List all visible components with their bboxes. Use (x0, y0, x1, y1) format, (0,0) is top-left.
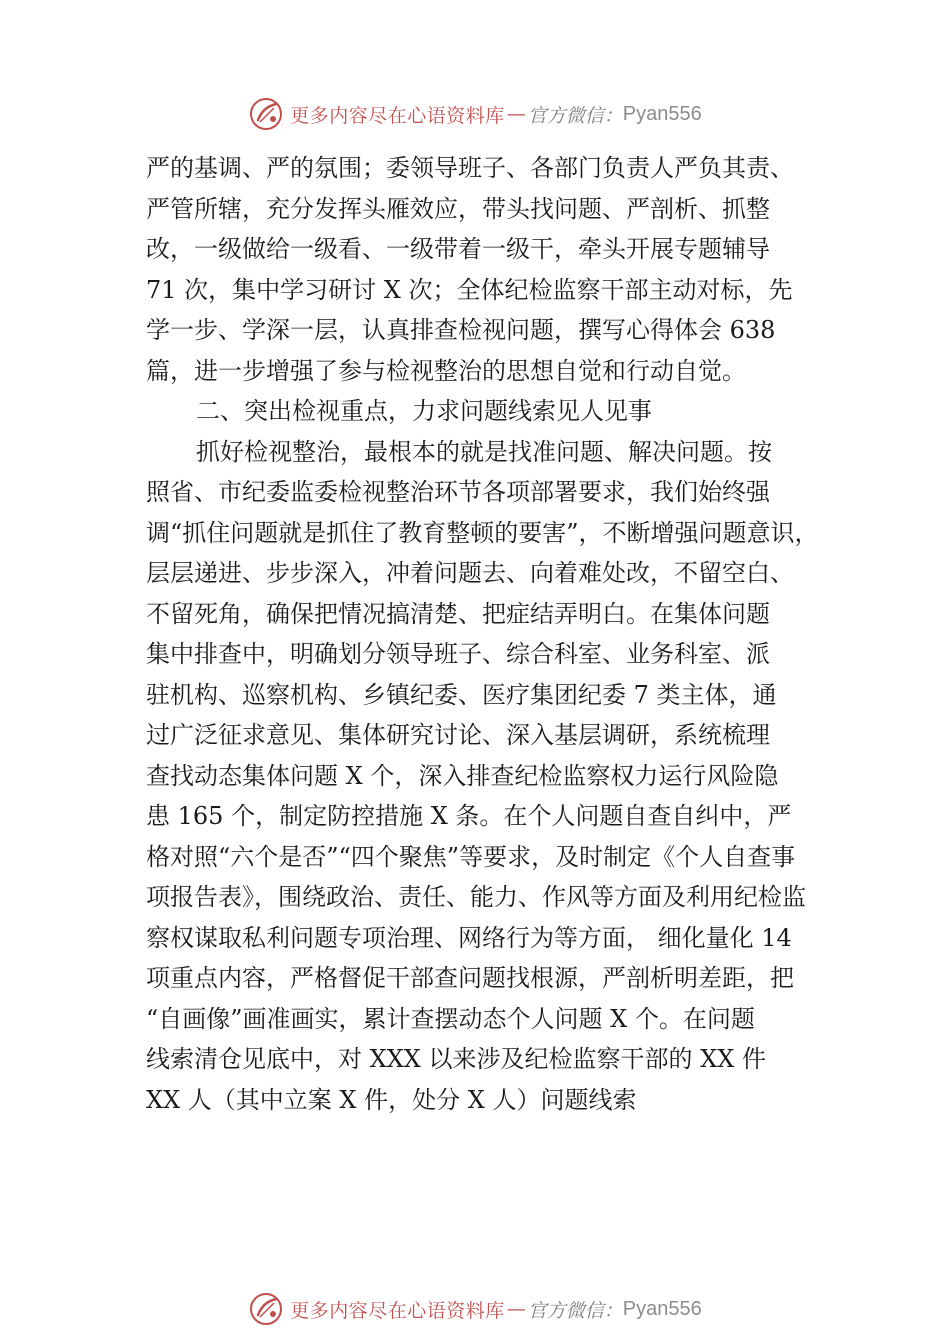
text-line: 驻机构、巡察机构、乡镇纪委、医疗集团纪委 7 类主体，通 (146, 680, 777, 709)
text-line: 集中排查中，明确划分领导班子、综合科室、业务科室、派 (146, 640, 770, 668)
text-line: 过广泛征求意见、集体研究讨论、深入基层调研，系统梳理 (146, 721, 770, 749)
watermark-brand: 更多内容尽在心语资料库 (290, 1299, 505, 1322)
text-line: 调“抓住问题就是抓住了教育整顿的要害”，不断增强问题意识， (146, 518, 819, 547)
text-line: 查找动态集体问题 X 个，深入排查纪检监察权力运行风险隐 (146, 761, 779, 790)
text-line: 察权谋取私利问题专项治理、网络行为等方面， 细化量化 14 (146, 923, 792, 952)
text-line: 层层递进、步步深入，冲着问题去、向着难处改，不留空白、 (146, 559, 794, 587)
footer-watermark (0, 1289, 950, 1329)
brand-logo-icon (248, 96, 284, 132)
header-watermark (0, 94, 950, 134)
text-line: “自画像”画准画实，累计查摆动态个人问题 X 个。在问题 (146, 1004, 755, 1033)
document-body (146, 148, 826, 1120)
text-line: 项报告表》，围绕政治、责任、能力、作风等方面及利用纪检监 (146, 883, 806, 911)
text-line: 改，一级做给一级看、一级带着一级干，牵头开展专题辅导 (146, 235, 770, 263)
brand-logo-icon (248, 1291, 284, 1327)
text-line: 项重点内容，严格督促干部查问题找根源，严剖析明差距，把 (146, 964, 794, 992)
text-line: 不留死角，确保把情况搞清楚、把症结弄明白。在集体问题 (146, 599, 770, 628)
watermark-brand: 更多内容尽在心语资料库 (290, 104, 505, 127)
text-line: 照省、市纪委监委检视整治环节各项部署要求，我们始终强 (146, 478, 770, 506)
text-line: 学一步、学深一层，认真排查检视问题，撰写心得体会 638 (146, 316, 776, 344)
text-line: 严管所辖，充分发挥头雁效应，带头找问题、严剖析、抓整 (146, 194, 770, 223)
watermark-id: Pyan556 (622, 102, 702, 125)
section-heading: 二、突出检视重点，力求问题线索见人见事 (196, 397, 652, 425)
text-line: 71 次，集中学习研讨 X 次；全体纪检监察干部主动对标，先 (146, 275, 793, 304)
watermark-dash: — (506, 103, 526, 125)
watermark-dash: — (506, 1298, 526, 1320)
text-line: 抓好检视整治，最根本的就是找准问题、解决问题。按 (196, 437, 772, 466)
text-line: 篇，进一步增强了参与检视整治的思想自觉和行动自觉。 (146, 356, 746, 385)
text-line: 患 165 个，制定防控措施 X 条。在个人问题自查自纠中，严 (146, 802, 792, 830)
watermark-label: 官方微信： (527, 104, 623, 127)
watermark-id: Pyan556 (622, 1297, 702, 1320)
watermark-label: 官方微信： (527, 1299, 623, 1322)
text-line: 严的基调、严的氛围；委领导班子、各部门负责人严负其责、 (146, 154, 794, 182)
text-line: XX 人（其中立案 X 件，处分 X 人）问题线索 (146, 1085, 637, 1114)
text-line: 线索清仓见底中，对 XXX 以来涉及纪检监察干部的 XX 件 (146, 1045, 766, 1073)
text-line: 格对照“六个是否”“四个聚焦”等要求，及时制定《个人自查事 (146, 842, 796, 871)
